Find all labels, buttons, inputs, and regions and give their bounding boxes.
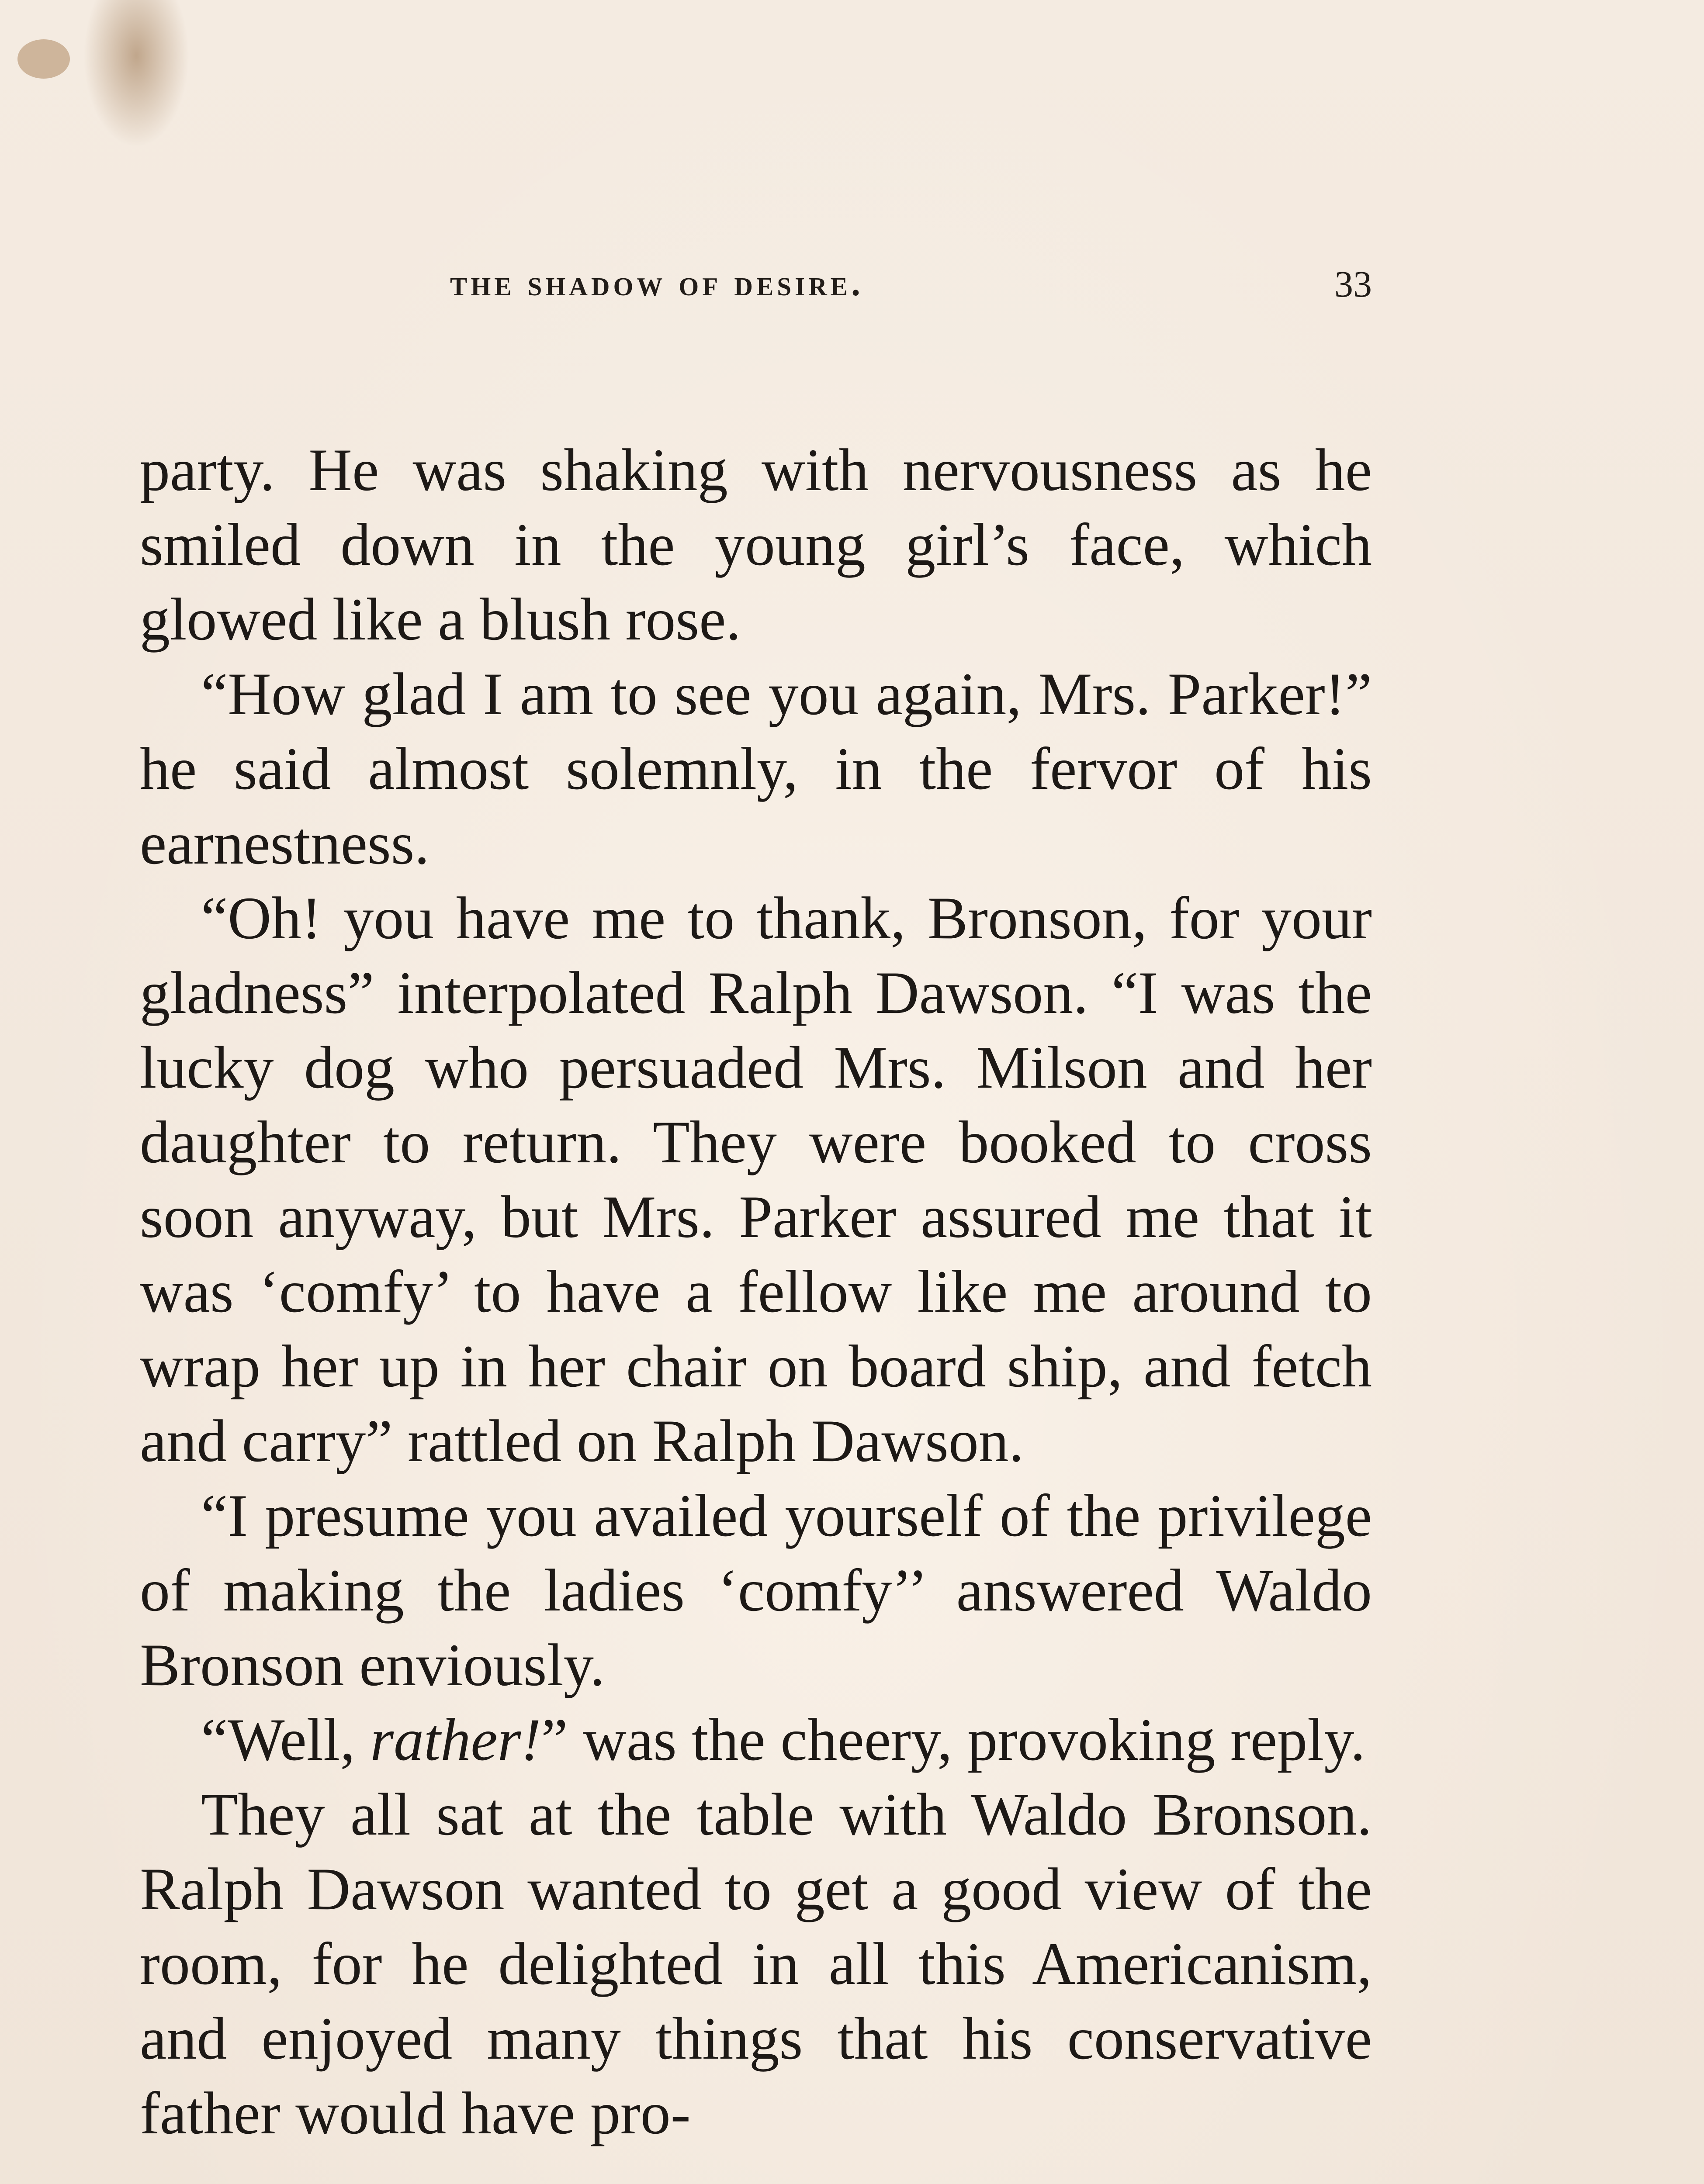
paragraph: party. He was shaking with nervousness as he smiled down in the young girl’s face, which glowed like a blush rose. (140, 436, 1372, 653)
book-page (140, 262, 1372, 2150)
paragraph-text: “Well, (201, 1706, 371, 1773)
italic-text: rather! (370, 1706, 541, 1773)
paragraph: “I presume you availed yourself of the privilege of making the ladies ‘comfy’’ answered Waldo Bronson enviously. (140, 1482, 1372, 1698)
paragraph: They all sat at the table with Waldo Bronson. Ralph Dawson wanted to get a good view of the room, for he delighted in all this Americanism, and enjoyed many things that his conservative father would have pro- (140, 1781, 1372, 2146)
running-head-title: the shadow of desire. (450, 263, 864, 304)
running-head (140, 262, 1372, 314)
paragraph-text: ” was the cheery, provoking reply. (541, 1706, 1365, 1773)
page-number: 33 (1334, 263, 1372, 305)
body-text (140, 432, 1372, 2150)
paragraph (140, 1702, 1372, 1777)
paragraph: “Oh! you have me to thank, Bronson, for your gladness” interpolated Ralph Dawson. “I was the lucky dog who persuaded Mrs. Milson and her daughter to return. They were booked to cross soon anyway, but Mrs. Parker assured me that it was ‘comfy’ to have a fellow like me around to wrap her up in her chair on board ship, and fetch and carry” rattled on Ralph Dawson. (140, 885, 1372, 1474)
paper-stain (17, 39, 70, 79)
paragraph: “How glad I am to see you again, Mrs. Parker!” he said almost solemnly, in the fervor of his earnestness. (140, 660, 1372, 877)
